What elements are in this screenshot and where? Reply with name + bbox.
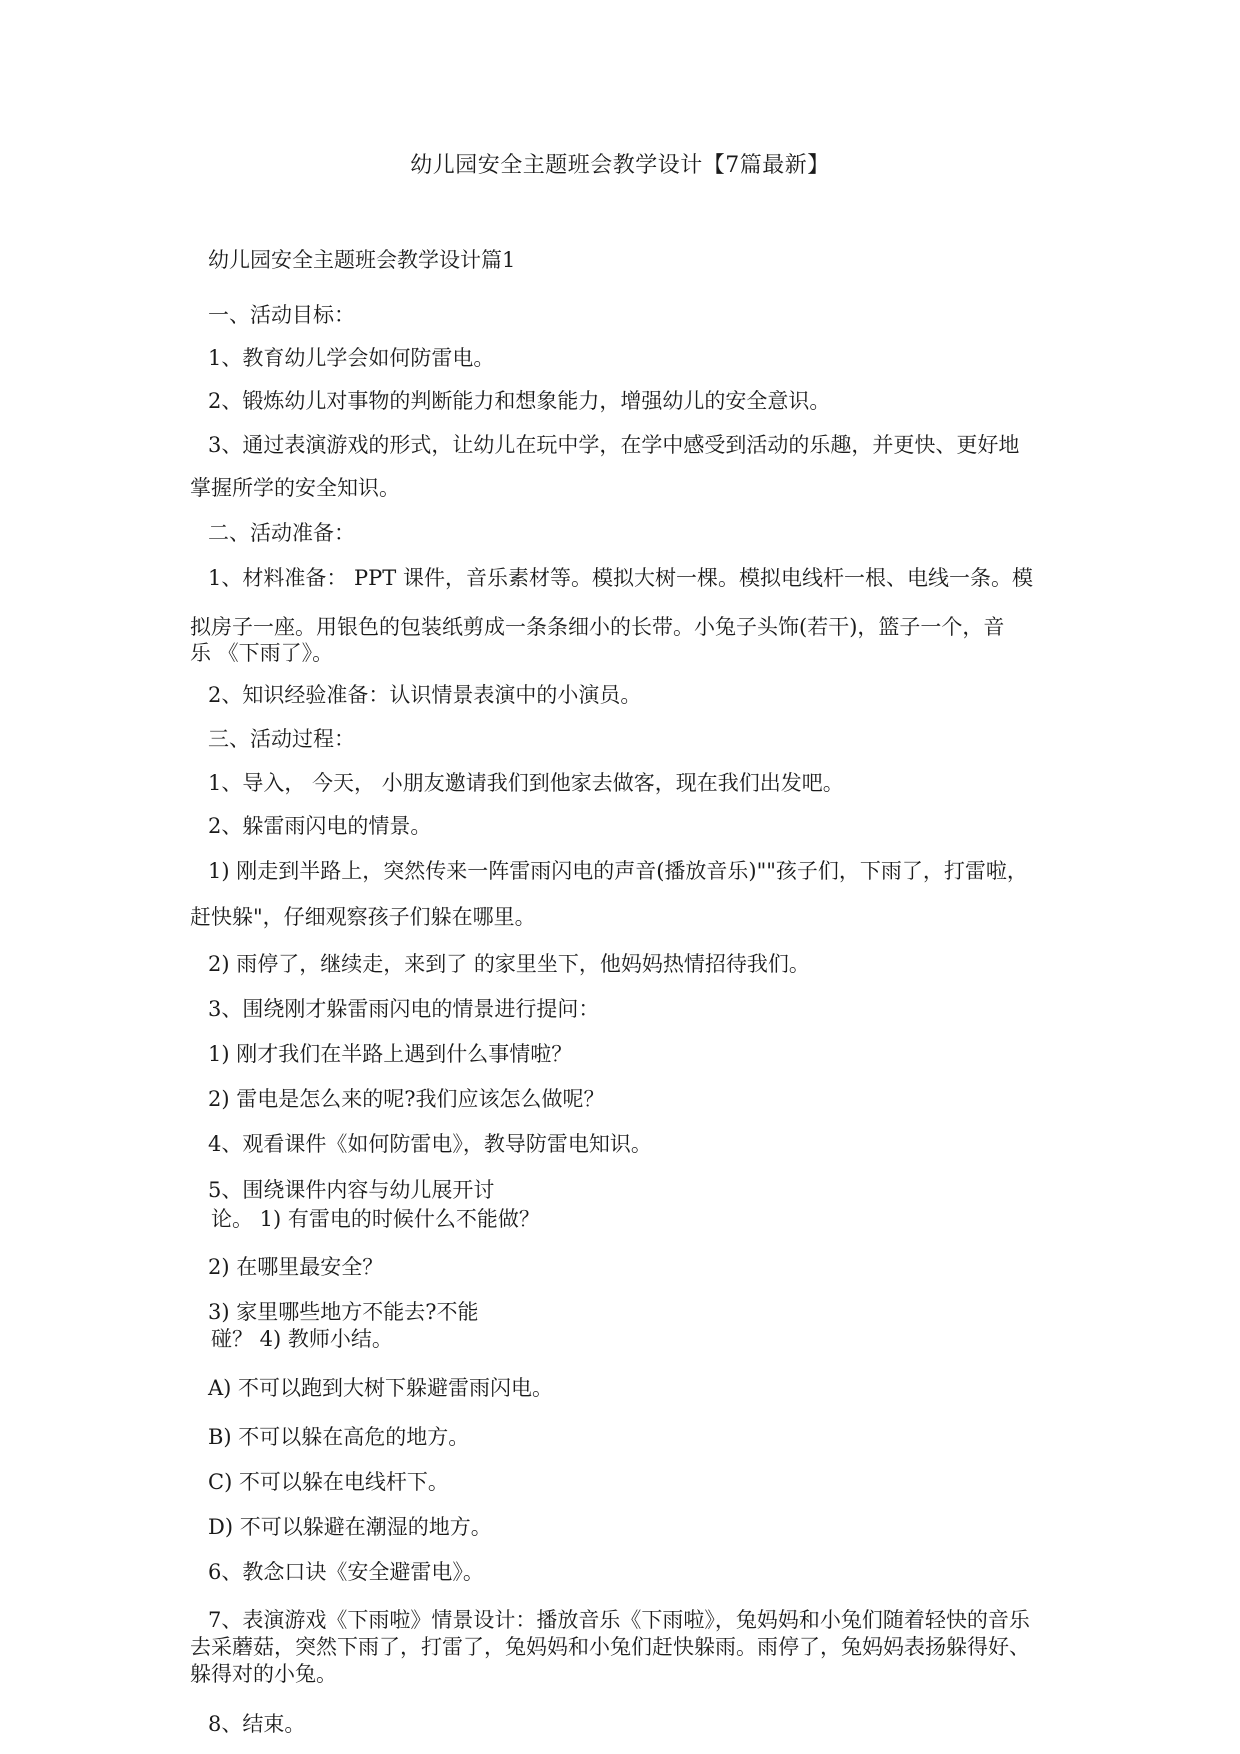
paragraph-line: 1、教育幼儿学会如何防雷电。	[208, 346, 495, 370]
paragraph-line: 1、导入， 今天， 小朋友邀请我们到他家去做客，现在我们出发吧。	[208, 771, 844, 795]
paragraph-line: 1、材料准备： PPT 课件，音乐素材等。模拟大树一棵。模拟电线杆一根、电线一条。模	[208, 566, 1033, 590]
paragraph-line: 躲得对的小兔。	[190, 1662, 337, 1686]
paragraph-line: 乐 《下雨了》。	[190, 641, 334, 665]
paragraph-line: 去采蘑菇，突然下雨了，打雷了，兔妈妈和小兔们赶快躲雨。雨停了，兔妈妈表扬躲得好、	[190, 1635, 1030, 1659]
paragraph-line: 8、结束。	[208, 1712, 306, 1736]
paragraph-line: 2、知识经验准备：认识情景表演中的小演员。	[208, 683, 642, 707]
paragraph-line: A) 不可以跑到大树下躲避雷雨闪电。	[208, 1376, 554, 1400]
paragraph-line: 2) 雨停了，继续走，来到了 的家里坐下，他妈妈热情招待我们。	[208, 952, 810, 976]
paragraph-line: 1) 刚才我们在半路上遇到什么事情啦？	[208, 1042, 573, 1066]
paragraph-line: 论。 1) 有雷电的时候什么不能做？	[211, 1207, 540, 1231]
paragraph-line: 3、围绕刚才躲雷雨闪电的情景进行提问：	[208, 997, 600, 1021]
paragraph-line: 4、观看课件《如何防雷电》，教导防雷电知识。	[208, 1132, 652, 1156]
paragraph-line: 2) 在哪里最安全？	[208, 1255, 384, 1279]
paragraph-line: 赶快躲"，仔细观察孩子们躲在哪里。	[190, 905, 536, 929]
section-heading: 幼儿园安全主题班会教学设计篇1	[208, 248, 516, 272]
paragraph-line: 拟房子一座。用银色的包装纸剪成一条条细小的长带。小兔子头饰(若干)，篮子一个，音	[190, 615, 1005, 639]
paragraph-line: 掌握所学的安全知识。	[190, 476, 400, 500]
paragraph-line: 三、活动过程：	[208, 727, 355, 751]
paragraph-line: 2) 雷电是怎么来的呢?我们应该怎么做呢？	[208, 1087, 605, 1111]
paragraph-line: C) 不可以躲在电线杆下。	[208, 1470, 449, 1494]
paragraph-line: 1) 刚走到半路上，突然传来一阵雷雨闪电的声音(播放音乐)""孩子们，下雨了，打雷啦，	[208, 859, 1028, 883]
paragraph-line: B) 不可以躲在高危的地方。	[208, 1425, 470, 1449]
paragraph-line: 6、教念口诀《安全避雷电》。	[208, 1560, 484, 1584]
paragraph-line: 2、锻炼幼儿对事物的判断能力和想象能力，增强幼儿的安全意识。	[208, 389, 831, 413]
paragraph-line: 3) 家里哪些地方不能去?不能	[208, 1300, 479, 1324]
paragraph-line: D) 不可以躲避在潮湿的地方。	[208, 1515, 492, 1539]
paragraph-line: 3、通过表演游戏的形式，让幼儿在玩中学，在学中感受到活动的乐趣，并更快、更好地	[208, 433, 1020, 457]
paragraph-line: 5、围绕课件内容与幼儿展开讨	[208, 1178, 495, 1202]
paragraph-line: 碰？ 4) 教师小结。	[211, 1327, 393, 1351]
paragraph-line: 2、躲雷雨闪电的情景。	[208, 814, 432, 838]
paragraph-line: 7、表演游戏《下雨啦》情景设计：播放音乐《下雨啦》，兔妈妈和小兔们随着轻快的音乐	[208, 1608, 1030, 1632]
paragraph-line: 二、活动准备：	[208, 521, 355, 545]
paragraph-line: 一、活动目标：	[208, 303, 355, 327]
document-title: 幼儿园安全主题班会教学设计【7篇最新】	[410, 153, 830, 178]
